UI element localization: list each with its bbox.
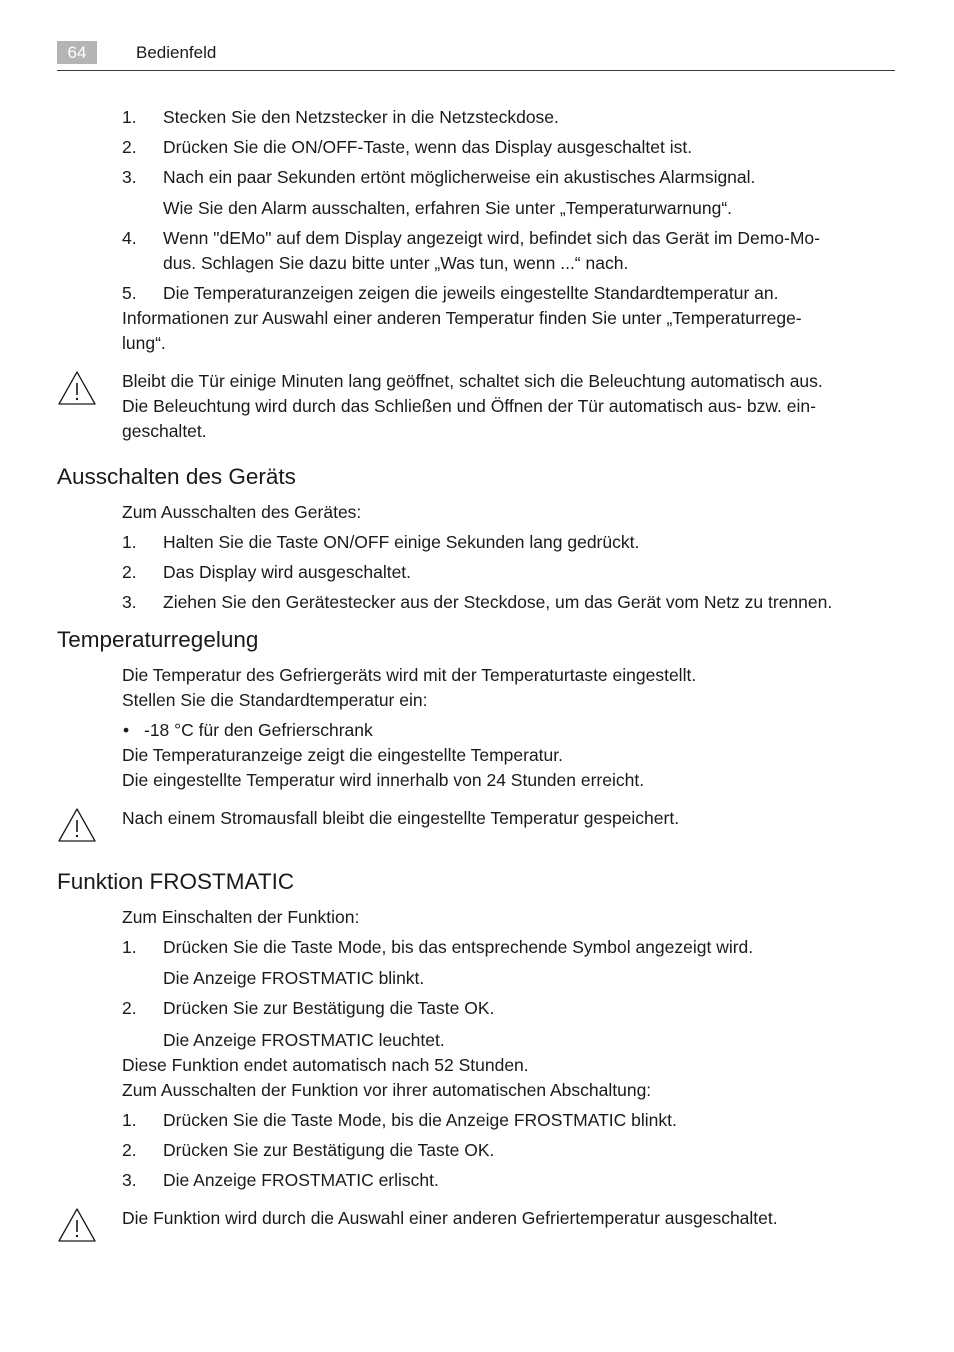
step-number: 2.	[122, 998, 137, 1018]
warning-icon	[57, 807, 97, 843]
step-text: Drücken Sie zur Bestätigung die Taste OK.	[163, 1140, 495, 1160]
step-number: 1.	[122, 532, 137, 552]
step-number: 3.	[122, 592, 137, 612]
step-text: Drücken Sie die ON/OFF-Taste, wenn das Display ausgeschaltet ist.	[163, 137, 693, 157]
step-text: Das Display wird ausgeschaltet.	[163, 562, 412, 582]
section-intro: Zum Ausschalten des Gerätes:	[122, 502, 362, 522]
body-text: Die eingestellte Temperatur wird innerhalb von 24 Stunden erreicht.	[122, 770, 645, 790]
body-text: Informationen zur Auswahl einer anderen Temperatur finden Sie unter „Temperaturrege-	[122, 308, 802, 328]
step-text: Drücken Sie die Taste Mode, bis die Anzeige FROSTMATIC blinkt.	[163, 1110, 677, 1130]
step-number: 2.	[122, 1140, 137, 1160]
warning-text: Die Funktion wird durch die Auswahl einer anderen Gefriertemperatur ausgeschaltet.	[122, 1208, 778, 1228]
body-text: Diese Funktion endet automatisch nach 52 Stunden.	[122, 1055, 529, 1075]
bullet-glyph: •	[123, 720, 130, 740]
section-intro: Zum Einschalten der Funktion:	[122, 907, 360, 927]
step-text: Stecken Sie den Netzstecker in die Netzsteckdose.	[163, 107, 559, 127]
step-text: Drücken Sie zur Bestätigung die Taste OK.	[163, 998, 495, 1018]
warning-text: Nach einem Stromausfall bleibt die eingestellte Temperatur gespeichert.	[122, 808, 680, 828]
step-number: 5.	[122, 283, 137, 303]
body-text: Zum Ausschalten der Funktion vor ihrer automatischen Abschaltung:	[122, 1080, 652, 1100]
warning-text: Bleibt die Tür einige Minuten lang geöffnet, schaltet sich die Beleuchtung automatisch aus.	[122, 371, 823, 391]
step-text: Halten Sie die Taste ON/OFF einige Sekunden lang gedrückt.	[163, 532, 640, 552]
step-number: 1.	[122, 107, 137, 127]
bullet-item: -18 °C für den Gefrierschrank	[144, 720, 373, 740]
step-note: Die Anzeige FROSTMATIC leuchtet.	[163, 1030, 445, 1050]
step-text: Nach ein paar Sekunden ertönt möglicherweise ein akustisches Alarmsignal.	[163, 167, 756, 187]
step-text: Die Temperaturanzeigen zeigen die jeweils eingestellte Standardtemperatur an.	[163, 283, 779, 303]
step-note: Die Anzeige FROSTMATIC blinkt.	[163, 968, 425, 988]
body-text: lung“.	[122, 333, 166, 353]
step-number: 3.	[122, 1170, 137, 1190]
header-rule	[57, 70, 895, 71]
step-number: 2.	[122, 137, 137, 157]
section-heading-ausschalten: Ausschalten des Geräts	[57, 464, 296, 489]
step-note: Wie Sie den Alarm ausschalten, erfahren Sie unter „Temperaturwarnung“.	[163, 198, 733, 218]
step-number: 1.	[122, 1110, 137, 1130]
step-number: 4.	[122, 228, 137, 248]
body-text: Die Temperaturanzeige zeigt die eingestellte Temperatur.	[122, 745, 564, 765]
running-title: Bedienfeld	[136, 43, 217, 62]
page-number: 64	[57, 41, 97, 64]
step-text: Wenn "dEMo" auf dem Display angezeigt wird, befindet sich das Gerät im Demo-Mo-	[163, 228, 820, 248]
body-text: Stellen Sie die Standardtemperatur ein:	[122, 690, 428, 710]
section-heading-temperatur: Temperaturregelung	[57, 627, 259, 652]
step-number: 3.	[122, 167, 137, 187]
step-number: 1.	[122, 937, 137, 957]
section-heading-frostmatic: Funktion FROSTMATIC	[57, 869, 295, 894]
body-text: Die Temperatur des Gefriergeräts wird mit der Temperaturtaste eingestellt.	[122, 665, 697, 685]
step-text: Die Anzeige FROSTMATIC erlischt.	[163, 1170, 439, 1190]
step-text: Ziehen Sie den Gerätestecker aus der Steckdose, um das Gerät vom Netz zu trennen.	[163, 592, 833, 612]
warning-text: Die Beleuchtung wird durch das Schließen und Öffnen der Tür automatisch aus- bzw. ein-	[122, 396, 816, 416]
step-text: dus. Schlagen Sie dazu bitte unter „Was tun, wenn ...“ nach.	[163, 253, 629, 273]
step-text: Drücken Sie die Taste Mode, bis das entsprechende Symbol angezeigt wird.	[163, 937, 754, 957]
step-number: 2.	[122, 562, 137, 582]
warning-icon	[57, 370, 97, 406]
warning-text: geschaltet.	[122, 421, 207, 441]
warning-icon	[57, 1207, 97, 1243]
